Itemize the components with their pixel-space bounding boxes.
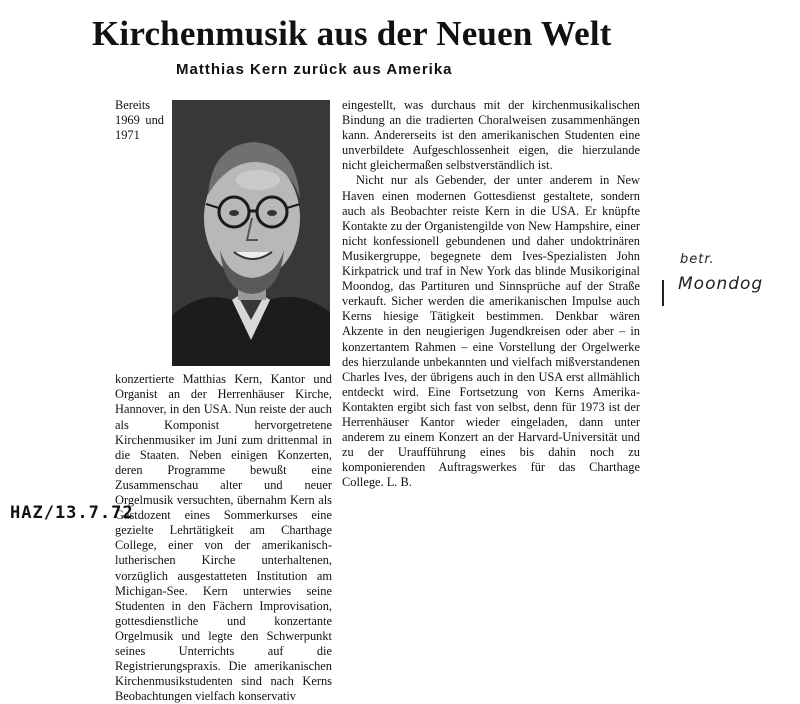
- column-1-text: Bereits 1969 und 1971 konzertierte Matthias Kern, Kantor und Organist an der Herrenhäuser Kirche, Hannover, in den USA. Nun reiste der auch als Komponist hervorgetretene Kirchenmusiker im Juni zum drittenmal in die Staaten. Neben einigen Konzerten, deren Programme bewußt eine Zusammenschau alter und neuer Orgelmusik versuchten, übernahm Kern als Gastdozent eines Sommerkurses eine gezielte Lehrtätigkeit am Charthage College, einer von der amerikanisch-lutherischen Kirche unterhaltenen, vorzüglich ausgestatteten Institution am Michigan-See. Kern unterwies seine Studenten in den Fächern Improvisation, gottesdienstliche und konzertante Orgelmusik und legte den Schwerpunkt seines Unterrichts auf die Registrierungspraxis. Die amerikanischen Kirchenmusikstudenten sind nach Kerns Beobachtungen vielfach konservativ: [115, 98, 332, 704]
- photo-placeholder: [172, 100, 332, 368]
- source-date-stamp: HAZ/13.7.72: [10, 503, 134, 523]
- article-column-2: [342, 98, 640, 490]
- article-column-1: [115, 98, 332, 704]
- note-line-2: Moondog: [678, 274, 764, 294]
- column-2-paragraph-1: eingestellt, was durchaus mit der kirchenmusikalischen Bindung an die tradierten Choralweisen zusammenhängen kann. Andererseits ist den amerikanischen Studenten eine unverbildete Aufgeschlossenheit eigen, die hierzulande nicht gleichermaßen selbstverständlich ist.: [342, 98, 640, 173]
- article-headline: Kirchenmusik aus der Neuen Welt: [92, 14, 612, 53]
- note-line-1: betr.: [680, 252, 715, 267]
- column-2-paragraph-2: Nicht nur als Gebender, der unter anderem in New Haven einen modernen Gottesdienst gestaltete, sondern auch als Beobachter reiste Kern in die USA. Er knüpfte Kontakte zu der Organistengilde von New Hampshire, einer nicht konfessionell gebundenen und daher undoktrinären Musikergruppe, begegnete dem Ives-Spezialisten John Kirkpatrick und traf in New York das blinde Musikoriginal Moondog, das Partituren und Sinnsprüche auf der Straße verkauft. Sicher werden die amerikanischen Impulse auch Kerns hiesige Tätigkeit bestimmen. Denkbar wären Akzente in den neugierigen Jugendkreisen oder aber – in konzertantem Rahmen – eine Vorstellung der Orgelwerke des hierzulande unbekannten und vielfach mißverstandenen Charles Ives, der übrigens auch in den USA erst allmählich entdeckt wird. Eine Fortsetzung von Kerns Amerika-Kontakten ergibt sich fast von selbst, denn für 1973 ist der Herrenhäuser Kantor wieder eingeladen, dann unter anderem zu einem Konzert an der Harvard-Universität und zu der Uraufführung eines bis dahin noch zu komponierenden Auftragswerkes für das Charthage College. L. B.: [342, 173, 640, 490]
- article-subtitle: Matthias Kern zurück aus Amerika: [176, 61, 453, 78]
- note-bracket-mark: [662, 280, 664, 306]
- handwritten-margin-note: [652, 252, 772, 312]
